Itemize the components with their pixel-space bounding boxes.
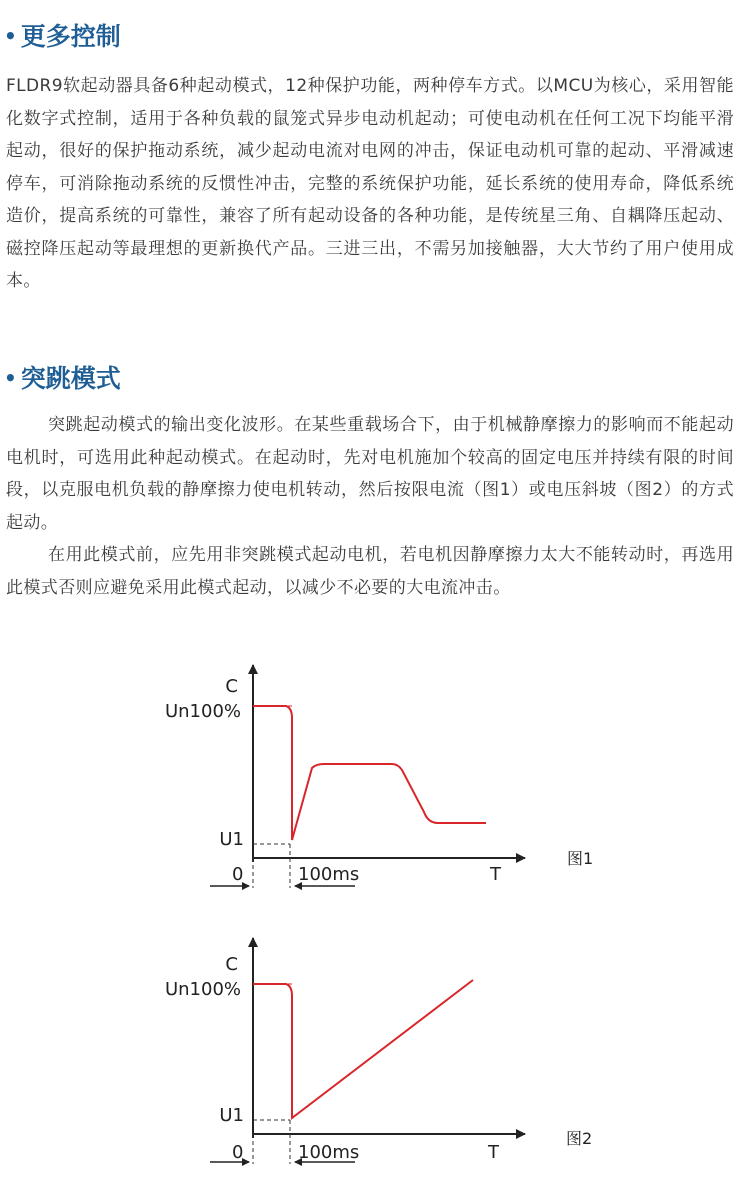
figure-1-current-limit-chart (0, 650, 740, 910)
u1-label: U1 (219, 829, 244, 850)
section-title-text: 更多控制 (20, 22, 121, 51)
x-axis-label: T (490, 864, 501, 885)
duration-label: 100ms (298, 1142, 360, 1163)
u1-label: U1 (219, 1105, 244, 1126)
x-axis-label: T (488, 1142, 499, 1163)
section-title-kick-mode (4, 362, 121, 395)
section-title-text: 突跳模式 (20, 364, 121, 393)
kick-mode-paragraph-2: 在用此模式前，应先用非突跳模式起动电机，若电机因静摩擦力太大不能转动时，再选用此模式否则应避免采用此模式起动，以减少不必要的大电流冲击。 (6, 545, 734, 598)
voltage-ramp-curve (253, 980, 473, 1118)
bullet-icon: • (4, 366, 17, 390)
current-limit-curve (253, 706, 486, 840)
section-title-more-control (4, 20, 121, 53)
figure-label: 图1 (567, 849, 594, 868)
figure-2-voltage-ramp-chart (0, 924, 740, 1184)
y-axis-label: C (225, 954, 238, 975)
kick-level-label: Un100% (164, 979, 241, 1000)
duration-label: 100ms (298, 864, 360, 885)
kick-mode-paragraph-1: 突跳起动模式的输出变化波形。在某些重载场合下，由于机械静摩擦力的影响而不能起动电机时，可选用此种起动模式。在起动时，先对电机施加个较高的固定电压并持续有限的时间段，以克服电机负载的静摩擦力使电机转动，然后按限电流（图1）或电压斜坡（图2）的方式起动。 (6, 415, 734, 533)
y-axis-label: C (225, 676, 238, 697)
origin-label: 0 (232, 864, 244, 885)
intro-paragraph: FLDR9软起动器具备6种起动模式，12种保护功能，两种停车方式。以MCU为核心，采用智能化数字式控制，适用于各种负载的鼠笼式异步电动机起动；可使电动机在任何工况下均能平滑起动，很好的保护拖动系统，减少起动电流对电网的冲击，保证电动机可靠的起动、平滑减速停车，可消除拖动系统的反惯性冲击，完整的系统保护功能，延长系统的使用寿命，降低系统造价，提高系统的可靠性，兼容了所有起动设备的各种功能，是传统星三角、自耦降压起动、磁控降压起动等最理想的更新换代产品。三进三出，不需另加接触器，大大节约了用户使用成本。 (6, 76, 734, 291)
kick-level-label: Un100% (164, 701, 241, 722)
origin-label: 0 (232, 1142, 244, 1163)
figure-label: 图2 (566, 1129, 593, 1148)
bullet-icon: • (4, 24, 17, 48)
